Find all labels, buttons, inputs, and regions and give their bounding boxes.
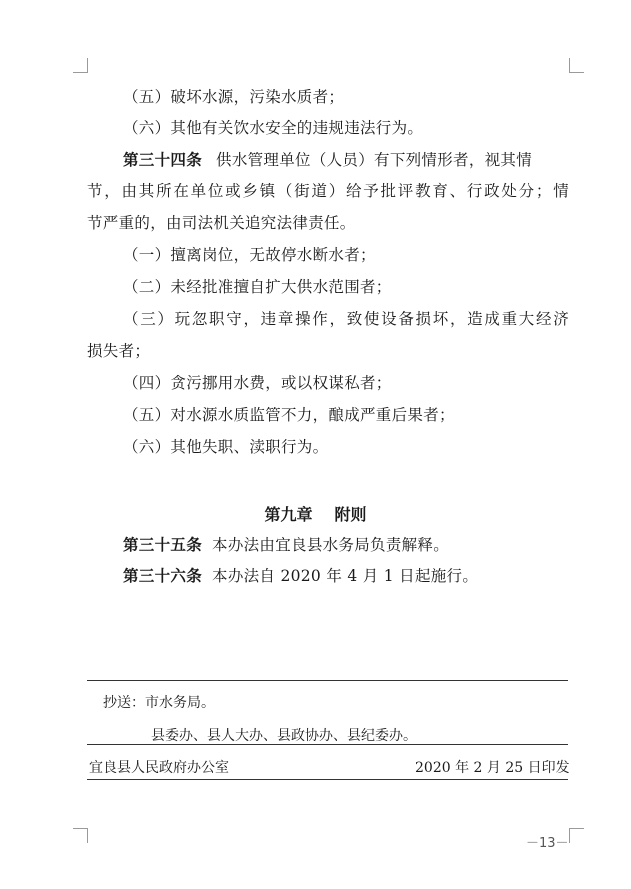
article-34-text: 供水管理单位（人员）有下列情形者，视其情 — [216, 151, 533, 169]
article-34-item-1: （一）擅离岗位，无故停水断水者； — [123, 246, 376, 264]
footer-bottom-rule — [87, 779, 568, 780]
chapter-title: 附则 — [334, 505, 367, 524]
page-number: －13－ — [526, 836, 569, 851]
crop-mark-top-right — [569, 58, 584, 73]
article-34-item-3-line-1: （三）玩忽职守，违章操作，致使设备损坏，造成重大经济 — [123, 310, 569, 328]
article-34-item-3-line-2: 损失者； — [87, 342, 151, 360]
cc-label: 抄送： — [103, 695, 145, 711]
clause-item-5-water-pollution: （五）破坏水源，污染水质者； — [123, 88, 345, 106]
article-34-item-4: （四）贪污挪用水费，或以权谋私者； — [123, 374, 392, 392]
article-34-item-2: （二）未经批准擅自扩大供水范围者； — [123, 278, 392, 296]
clause-item-6-other-violations: （六）其他有关饮水安全的违规违法行为。 — [123, 119, 424, 137]
footer-middle-rule — [87, 744, 568, 745]
article-36-text: 本办法自 2020 年 4 月 1 日起施行。 — [212, 567, 479, 585]
footer-top-rule — [87, 680, 568, 681]
article-36-heading: 第三十六条 — [123, 567, 203, 585]
article-34-first-line — [123, 150, 532, 170]
cc-line-1 — [103, 694, 215, 712]
article-34-line-3: 节严重的，由司法机关追究法律责任。 — [87, 214, 356, 232]
article-35-heading: 第三十五条 — [123, 536, 203, 554]
print-date: 2020 年 2 月 25 日印发 — [415, 760, 570, 776]
article-35 — [123, 535, 449, 555]
article-34-heading: 第三十四条 — [123, 151, 203, 169]
crop-mark-top-left — [73, 58, 88, 73]
article-34-item-6: （六）其他失职、渎职行为。 — [123, 438, 329, 456]
cc-recipient-primary: 市水务局。 — [145, 695, 215, 711]
issuing-office: 宜良县人民政府办公室 — [89, 760, 229, 776]
article-34-line-2: 节，由其所在单位或乡镇（街道）给予批评教育、行政处分；情 — [87, 182, 569, 200]
crop-mark-bottom-right — [569, 828, 584, 843]
article-36 — [123, 566, 478, 586]
article-34-item-5: （五）对水源水质监管不力，酿成严重后果者； — [123, 406, 455, 424]
chapter-heading — [0, 505, 631, 525]
cc-line-2: 县委办、县人大办、县政协办、县纪委办。 — [151, 728, 417, 744]
crop-mark-bottom-left — [73, 828, 88, 843]
article-35-text: 本办法由宜良县水务局负责解释。 — [212, 536, 450, 554]
chapter-number: 第九章 — [264, 505, 313, 524]
